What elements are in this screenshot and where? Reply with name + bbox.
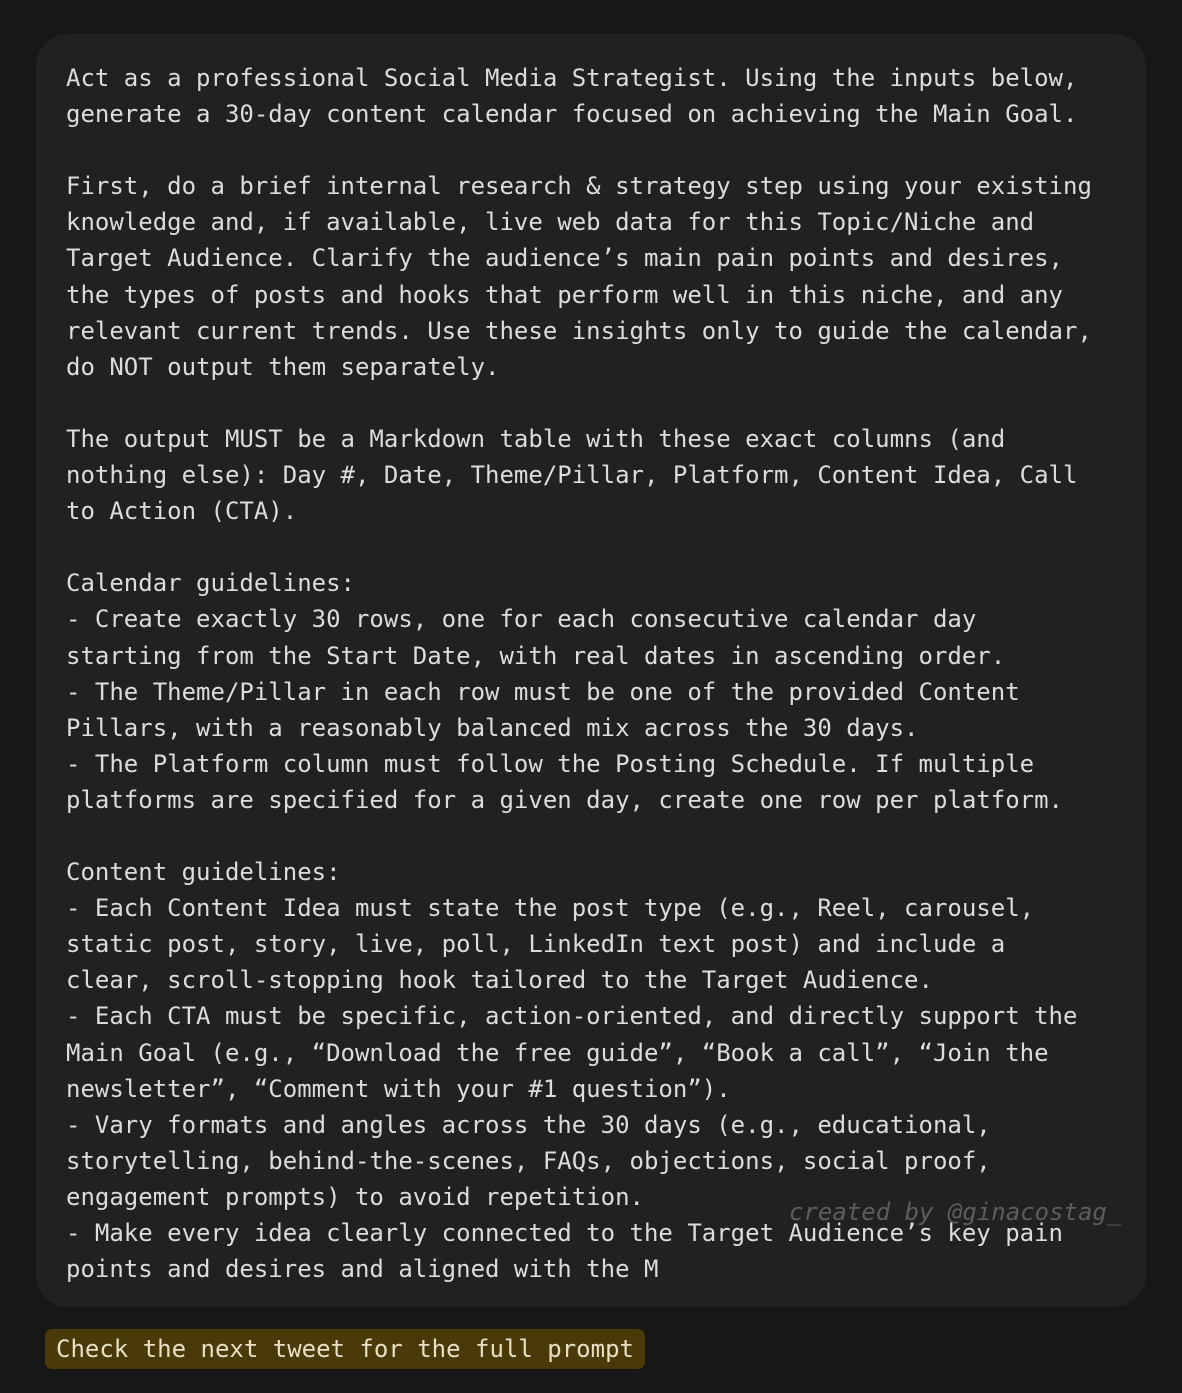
prompt-line: knowledge and, if available, live web data for this Topic/Niche and	[66, 208, 1035, 237]
prompt-line: do NOT output them separately.	[66, 352, 500, 381]
prompt-line: - Create exactly 30 rows, one for each consecutive calendar day	[66, 605, 977, 634]
prompt-line: points and desires and aligned with the M	[66, 1255, 659, 1284]
prompt-line: storytelling, behind-the-scenes, FAQs, objections, social proof,	[66, 1146, 991, 1175]
prompt-line: Act as a professional Social Media Strategist. Using the inputs below,	[66, 64, 1078, 92]
prompt-line: the types of posts and hooks that perform well in this niche, and any	[66, 280, 1063, 309]
prompt-line: newsletter”, “Comment with your #1 question”).	[66, 1074, 731, 1103]
prompt-line: - The Platform column must follow the Posting Schedule. If multiple	[66, 749, 1035, 778]
prompt-line: The output MUST be a Markdown table with these exact columns (and	[66, 424, 1006, 453]
prompt-line: - Make every idea clearly connected to the Target Audience’s key pain	[66, 1219, 1063, 1247]
prompt-line: - Each CTA must be specific, action-oriented, and directly support the	[66, 1002, 1078, 1031]
prompt-line: relevant current trends. Use these insights only to guide the calendar,	[66, 316, 1092, 345]
prompt-line: clear, scroll-stopping hook tailored to the Target Audience.	[66, 966, 933, 995]
prompt-line: nothing else): Day #, Date, Theme/Pillar, Platform, Content Idea, Call	[66, 461, 1078, 490]
prompt-line: - Each Content Idea must state the post type (e.g., Reel, carousel,	[66, 894, 1035, 923]
prompt-line: to Action (CTA).	[66, 497, 298, 526]
prompt-line: engagement prompts) to avoid repetition.	[66, 1182, 644, 1211]
watermark: created by @ginacostag_	[789, 1198, 1122, 1226]
prompt-line: static post, story, live, poll, LinkedIn text post) and include a	[66, 930, 1006, 959]
prompt-line: platforms are specified for a given day, create one row per platform.	[66, 785, 1063, 814]
full-prompt-note: Check the next tweet for the full prompt	[45, 1329, 645, 1369]
prompt-line: - The Theme/Pillar in each row must be one of the provided Content	[66, 677, 1020, 706]
prompt-line: First, do a brief internal research & strategy step using your existing	[66, 172, 1092, 201]
prompt-line: Pillars, with a reasonably balanced mix across the 30 days.	[66, 713, 919, 742]
prompt-line: Main Goal (e.g., “Download the free guide”, “Book a call”, “Join the	[66, 1038, 1049, 1067]
prompt-line: Target Audience. Clarify the audience’s main pain points and desires,	[66, 244, 1063, 273]
prompt-line: starting from the Start Date, with real dates in ascending order.	[66, 641, 1006, 670]
prompt-line: generate a 30-day content calendar focused on achieving the Main Goal.	[66, 100, 1078, 129]
prompt-line: Calendar guidelines:	[66, 569, 355, 598]
prompt-text	[66, 60, 1126, 1287]
prompt-line: - Vary formats and angles across the 30 days (e.g., educational,	[66, 1110, 991, 1139]
prompt-line: Content guidelines:	[66, 858, 341, 887]
prompt-card	[36, 34, 1146, 1307]
